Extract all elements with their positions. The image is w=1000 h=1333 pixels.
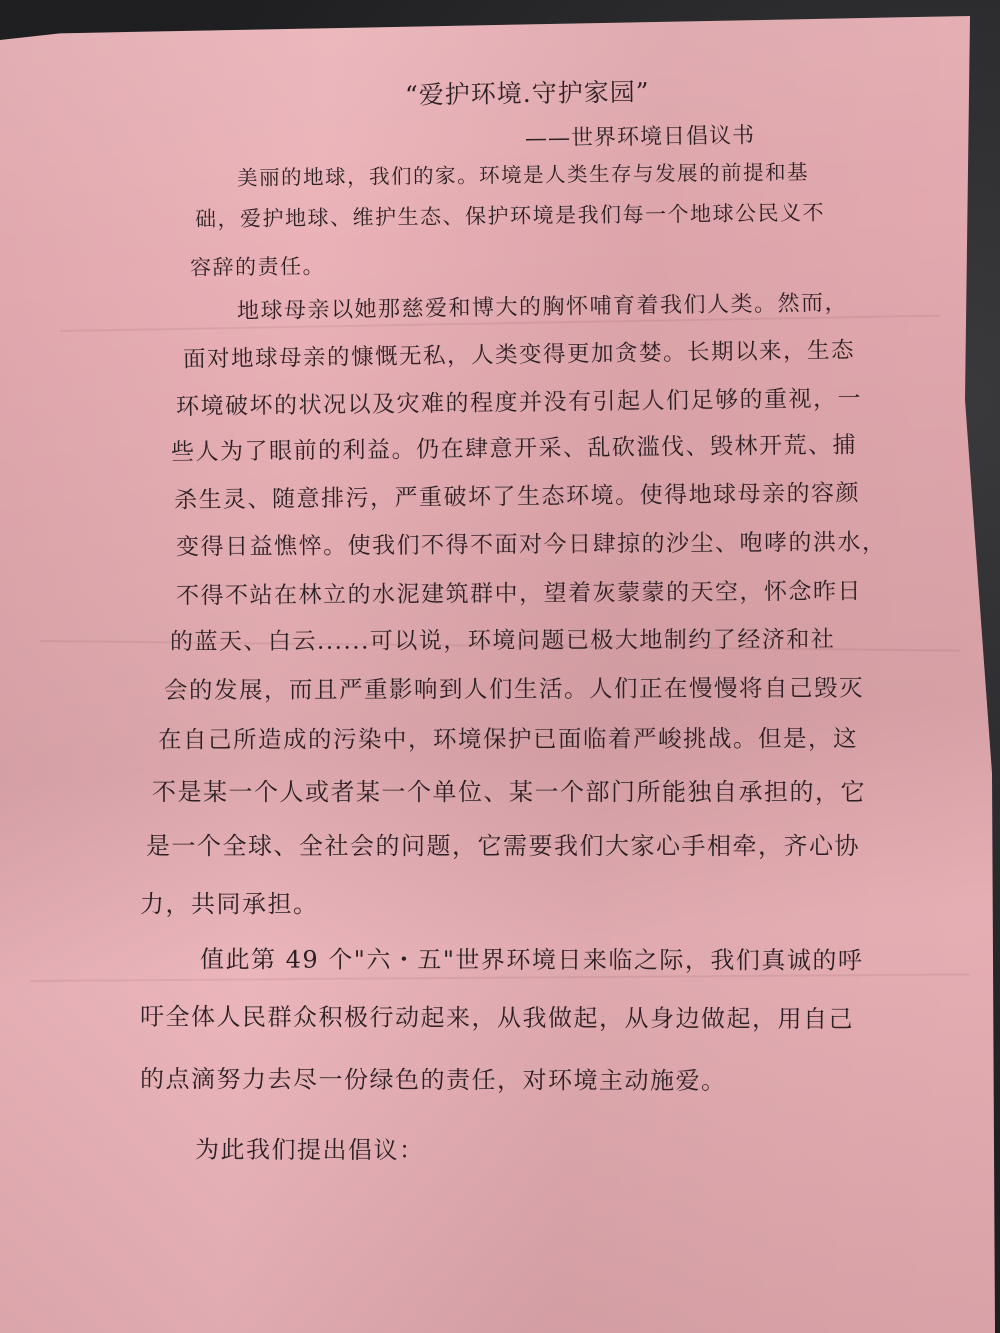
text-line: 面对地球母亲的慷慨无私，人类变得更加贪婪。长期以来，生态 xyxy=(182,337,856,373)
text-line: 值此第 49 个"六・五"世界环境日来临之际，我们真诚的呼 xyxy=(199,945,864,975)
text-line: 的点滴努力去尽一份绿色的责任，对环境主动施爱。 xyxy=(139,1064,727,1096)
text-line: 在自己所造成的污染中，环境保护已面临着严峻挑战。但是，这 xyxy=(157,724,859,754)
text-line: 些人为了眼前的利益。仍在肆意开采、乱砍滥伐、毁林开荒、捕 xyxy=(170,432,858,466)
text-line: 美丽的地球，我们的家。环境是人类生存与发展的前提和基 xyxy=(236,160,810,190)
text-line: 础，爱护地球、维护生态、保护环境是我们每一个地球公民义不 xyxy=(194,200,826,232)
text-line: 不是某一个人或者某一个单位、某一个部门所能独自承担的，它 xyxy=(152,778,866,806)
text-line: 为此我们提出倡议： xyxy=(194,1135,425,1165)
text-line: 环境破坏的状况以及灾难的程度并没有引起人们足够的重视，一 xyxy=(175,385,863,421)
text-line: 变得日益憔悴。使我们不得不面对今日肆掠的沙尘、咆哮的洪水， xyxy=(175,529,887,561)
text-line: 容辞的责任。 xyxy=(189,254,326,280)
text-line: 不得不站在林立的水泥建筑群中，望着灰蒙蒙的天空，怀念昨日 xyxy=(175,578,863,610)
text-line: 会的发展，而且严重影响到人们生活。人们正在慢慢将自己毁灭 xyxy=(163,673,865,705)
text-line: 杀生灵、随意排污，严重破坏了生态环境。使得地球母亲的容颜 xyxy=(173,480,861,514)
text-line: 是一个全球、全社会的问题，它需要我们大家心手相牵，齐心协 xyxy=(146,832,860,860)
text-line: 吁全体人民群众积极行动起来，从我做起，从身边做起，用自己 xyxy=(139,1002,855,1034)
document-title: “爱护环境.守护家园” xyxy=(404,77,650,110)
text-line: 地球母亲以她那慈爱和博大的胸怀哺育着我们人类。然而， xyxy=(236,290,849,325)
text-line: 的蓝天、白云......可以说，环境问题已极大地制约了经济和社 xyxy=(169,626,836,656)
text-line: 力，共同承担。 xyxy=(140,890,319,918)
document-subtitle: ——世界环境日倡议书 xyxy=(524,123,756,152)
